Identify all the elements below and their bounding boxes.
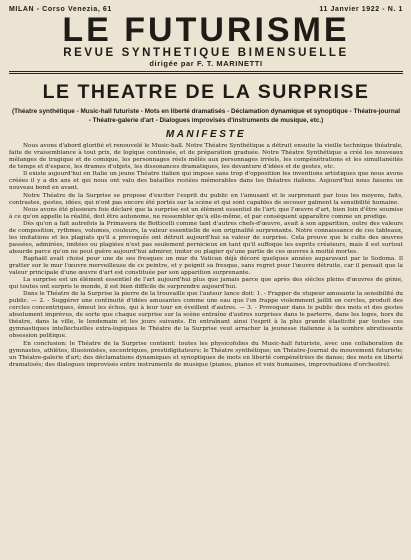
body-paragraph: Notre Théatre de la Surprise se propose d'exciter l'esprit du public en l'amusant et le surprenant par tous les moyens, faits, contrastes, gestes, idées, qui n'ont pas encore été portés sur la scène et qui sont capables de secouer galment la sensibilité humaine. [9,192,403,206]
article-title: LE THEATRE DE LA SURPRISE [42,81,370,103]
masthead-title: LE FUTURISME [62,11,350,49]
article-body [9,143,403,369]
masthead-director: dirigée par F. T. MARINETTI [149,59,263,68]
masthead-subtitle: REVUE SYNTHETIQUE BIMENSUELLE [63,47,349,59]
body-paragraph: Nous avons d'abord glorifié et renouvelé le Music-hall. Notre Théatre Synthétique a détruit ensuite la vieille technique théatrale, faite de vraisemblance à tout prix, de logique continuée, et de préparation graduée. Notre Théatre Synthétique a créé les nouveaux mélanges de tragique et de comique, les personnages réels mêlés aux personnages irréels, les compénétrations et les simultanéités de temps et d'espace, les drames d'objets, les dissonances dramatiques, les devanture d'idées et de gestes, etc. [9,143,403,171]
header-date-issue: 11 Janvier 1922 - N. 1 [319,6,403,13]
header-address: MILAN - Corso Venezia, 61 [9,6,112,13]
body-paragraph: Dans le Théatre de la Surprise la pierre de la trouvaille que l'auteur lance doit: 1. - Frapper de stupeur amusante la sensibilité du public. — 2. - Suggérer une continuité d'idées amusantes comme une eau que l'on frappe violemment jaillit en cercles, produit des cercles concentriques, émeut les échos, qui à leur tour en éveillent d'autres. — 3. - Provoquer dans le public des mots et des gestes absolument imprévus, de sorte que chaque surprise sur la scène entraîne d'autres surprises dans le parterre, dans les loges, hors du théatre, dans la ville, le lendemain et les jours suivants. En entraînant ainsi l'esprit à la plus grande élasticité par toutes ces gymnastiques intellectuelles extra-logiques le Théatre de la Surprise veut arracher la jeunesse italienne à la sombre abrutissante obsession politique. [9,291,403,340]
body-paragraph: Dès qu'on a fait autrefois la Primavera de Botticelli comme tant d'autres chefs-d'œuvre, avait à son apparition, outre des valeurs de composition, rythmes, volumes, couleurs, la valeur essentielle de son originalité surprenante. Notre connaissance de ces tableaux, les imitations et les plagiats qu'il a provoqués ont détruit aujourd'hui sa valeur de surprise. Cela prouve que le culte des œuvres passées, admirées, imitées ou plagiées n'est pas seulement pernicieux en tant qu'il suffoque les esprits créateurs, mais il est surtout absurde parce qu'on ne peut guère aujourd'hui admirer, imiter ou plagier qu'une partie de ces œuvres à moitié mortes. [9,220,403,255]
body-paragraph: La surprise est un élément essentiel de l'art aujourd'hui plus que jamais parce que après des siècles pleins d'œuvres de génie, qui toutes ont surpris le monde, il est bien difficile de surprendre aujourd'hui. [9,277,403,291]
body-paragraph: Nous avons été plusieurs fois déclaré que la surprise est un élément essentiel de l'art; que l'œuvre d'art, bien loin d'être soumise à ce qu'on appelle la réalité, doit être autonome, ne ressembler qu'à elle-même, et par conséquent apparaître comme un prodige. [9,206,403,220]
article-tagline: (Théatre synthétique - Music-hall futuriste - Mots en liberté dramatisés - Déclamation dynamique et synoptique - Théatre-journal - Théatre-galerie d'art - Dialogues improvisés d'instruments de musique, etc.) [11,108,401,124]
body-paragraph: Raphaël avait choisi pour une de ses fresques un mur du Vatican déjà décoré quelques années auparavant par le Sodoma. Il gratter sur le mur l'œuvre merveilleuse de ce peintre, et y peignit sa fresque, sans regret pour l'œuvre détruite, car il pensait que la valeur principale d'une œuvre d'art est constituée par son apparition surprenante. [9,255,403,277]
divider-rule [9,71,403,72]
body-paragraph: En conclusion: le Théatre de la Surprise contient: toutes les physicofolies du Music-hall futuriste, avec une collaboration de gymnastes, athlètes, illusionistes, excentriques, prestidigitateurs; le Théatre synthétique; un Théatre-Journal du mouvement futuriste; un Théatre-galerie d'art; des déclamations dynamiques et synoptiques de mots en liberté compénétrées de danse; des mots en liberté dramatisés; des dialogues improvisés entre instruments de musique (pianos, pianos et voix humaines, improvisations d'orchestre). [9,340,403,368]
divider-rule-thin [9,73,403,74]
section-heading: MANIFESTE [165,129,247,141]
body-paragraph: Il existe aujourd'hui en Italie un jeune Théatre italien qui impose sans trop d'opposition les inventions artistiques que nous avons créées il y a dix ans et qui nous ont valu des batailles restées mémorables dans les théatres italiens. Aujourd'hui nous faisons un nouveau bond en avant. [9,171,403,192]
